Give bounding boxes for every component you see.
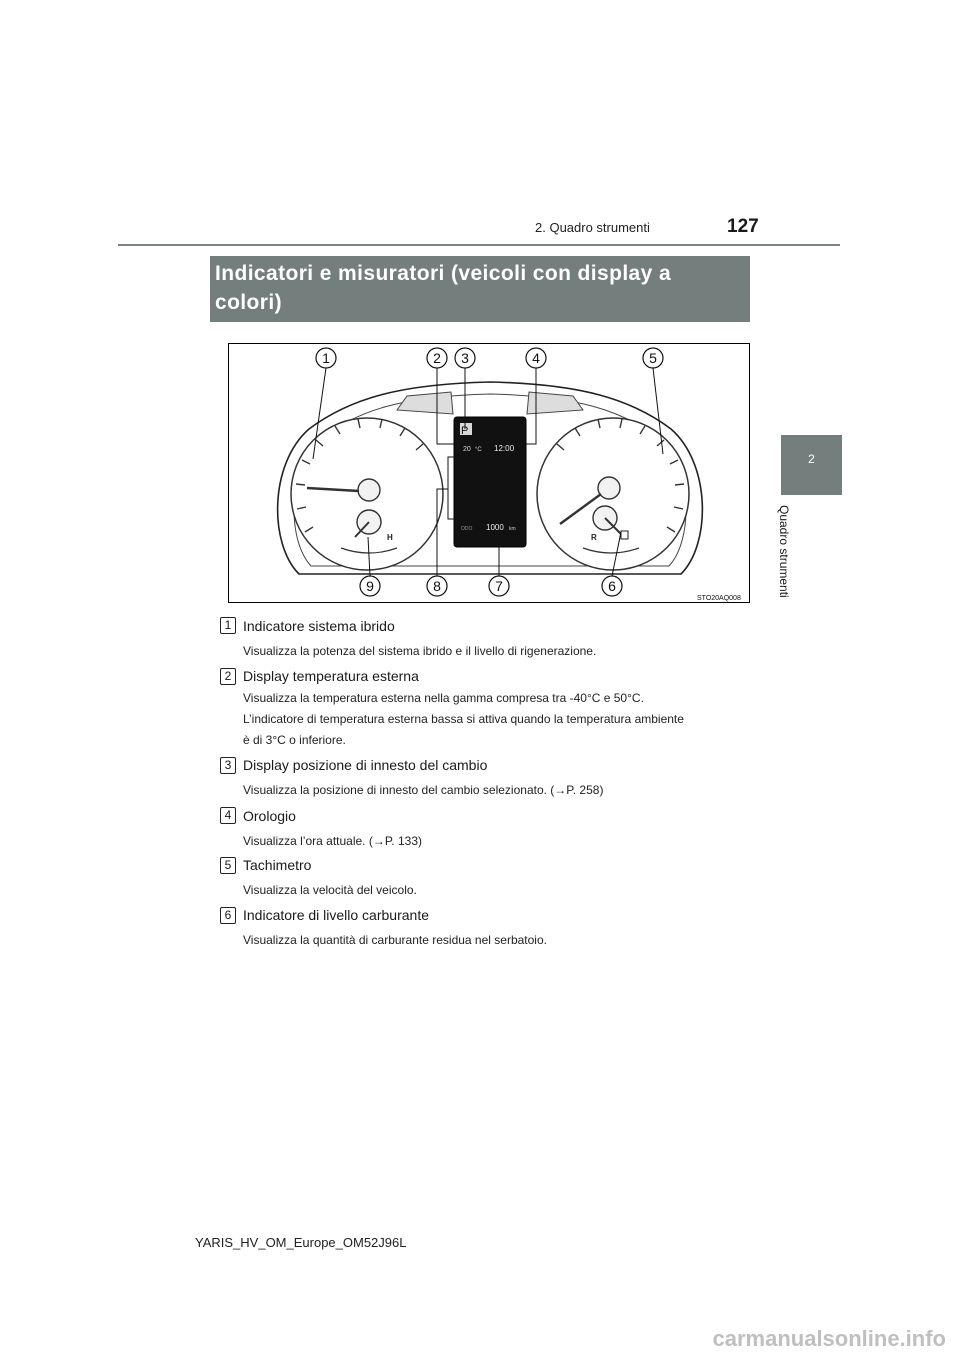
callout-3: 3 [461, 350, 469, 366]
item-description: Visualizza la potenza del sistema ibrido e il livello di rigenerazione. [243, 644, 597, 658]
display-gear: P [461, 425, 469, 437]
callout-8: 8 [433, 578, 441, 594]
callout-1: 1 [322, 350, 330, 366]
display-odometer: 1000 [486, 523, 504, 532]
item-description: Visualizza la quantità di carburante residua nel serbatoio. [243, 933, 547, 947]
item-title: Tachimetro [243, 857, 312, 873]
document-id: YARIS_HV_OM_Europe_OM52J96L [195, 1235, 407, 1250]
display-clock: 12:00 [494, 444, 515, 453]
chapter-tab-label-text: Quadro strumenti [777, 505, 791, 598]
display-temperature: 20 [463, 446, 471, 453]
item-title: Display temperatura esterna [243, 668, 419, 684]
callout-5: 5 [649, 350, 657, 366]
section-title: Indicatori e misuratori (veicoli con display a colori) [215, 262, 672, 314]
item-number-badge: 1 [220, 617, 236, 634]
item-number-badge: 3 [220, 757, 236, 774]
item-description: è di 3°C o inferiore. [243, 733, 346, 747]
item-description: Visualizza la velocità del veicolo. [243, 883, 417, 897]
running-header-section: 2. Quadro strumenti [535, 220, 650, 235]
item-title: Display posizione di innesto del cambio [243, 757, 488, 773]
item-description: Visualizza l’ora attuale. (→P. 133) [243, 834, 422, 848]
svg-text:R: R [591, 533, 597, 542]
chapter-tab-number: 2 [808, 452, 815, 466]
callout-6: 6 [608, 578, 616, 594]
callout-9: 9 [366, 578, 374, 594]
callout-2: 2 [433, 350, 441, 366]
watermark: carmanualsonline.info [712, 1326, 946, 1351]
svg-text:H: H [387, 533, 393, 542]
item-description: Visualizza la temperatura esterna nella gamma compresa tra -40°C e 50°C. [243, 691, 644, 705]
display-odo-label: ODO [461, 526, 473, 532]
page-number: 127 [727, 216, 759, 237]
chapter-tab-label [777, 505, 809, 615]
item-description: Visualizza la posizione di innesto del cambio selezionato. (→P. 258) [243, 783, 604, 797]
item-number-badge: 2 [220, 668, 236, 685]
item-number-badge: 6 [220, 907, 236, 924]
item-title: Indicatore di livello carburante [243, 907, 429, 923]
figure-code: STO20AQ008 [697, 595, 741, 602]
item-number-badge: 4 [220, 807, 236, 824]
display-odometer-unit: km [509, 526, 516, 532]
callout-4: 4 [532, 350, 540, 366]
instrument-cluster-illustration [229, 344, 751, 604]
item-title: Orologio [243, 808, 296, 824]
instrument-cluster-figure [228, 343, 750, 603]
callout-7: 7 [495, 578, 503, 594]
display-temperature-unit: °C [475, 447, 482, 453]
item-description: L’indicatore di temperatura esterna bassa si attiva quando la temperatura ambiente [243, 712, 684, 726]
header-rule [118, 244, 840, 246]
item-title: Indicatore sistema ibrido [243, 618, 395, 634]
item-number-badge: 5 [220, 857, 236, 874]
